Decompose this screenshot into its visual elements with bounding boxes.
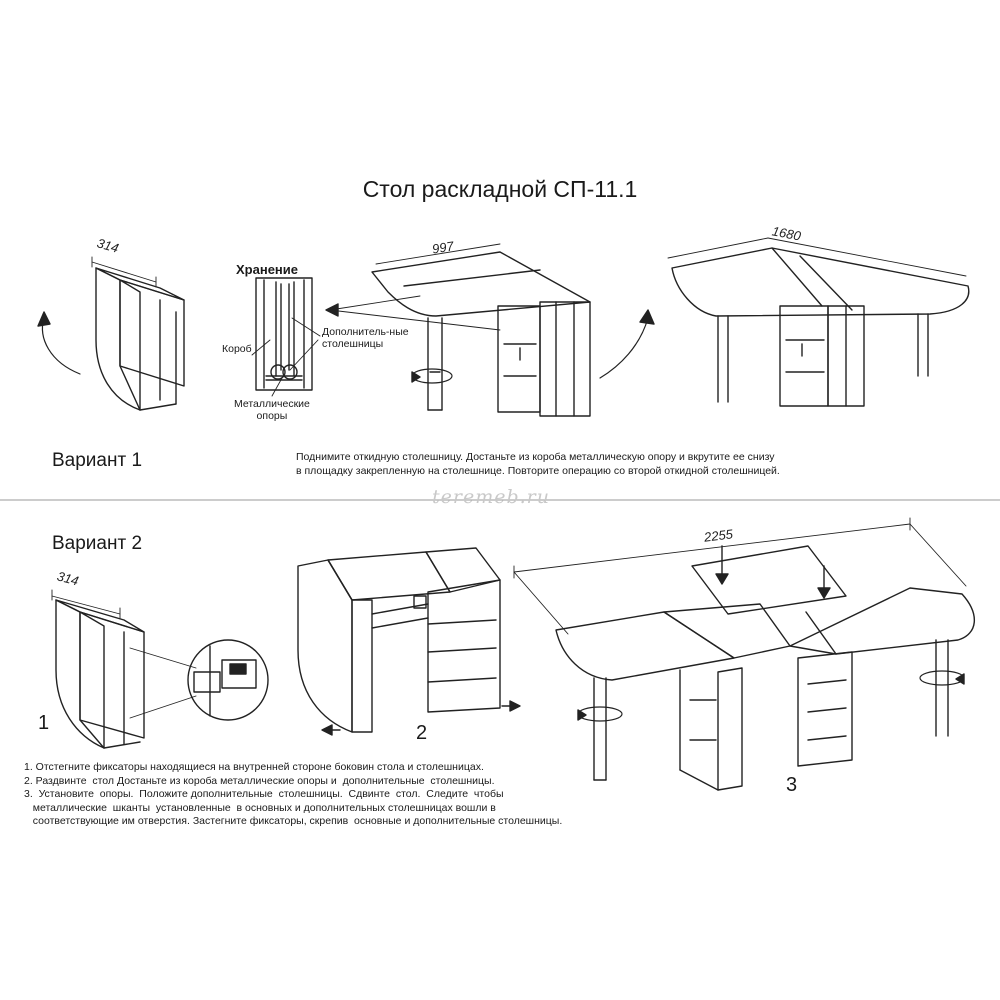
label-metal-supports [234,398,310,422]
variant2-heading: Вариант 2 [52,533,143,554]
label-box: Короб [222,343,252,355]
folded-table-drawing-v1 [38,257,184,410]
variant2-instruction-line: 2. Раздвинте стол Достаньте из короба металлические опоры и дополнительные столешницы. [24,774,495,787]
dimension-folded-depth-v2: 314 [55,568,81,589]
step-number-2: 2 [416,722,428,744]
storage-detail-drawing [252,278,320,396]
extending-table-drawing [298,548,520,735]
full-open-table-drawing-v1 [668,238,969,406]
dimension-folded-depth-v1: 314 [95,235,121,256]
dimension-full-length-v2: 2255 [703,526,734,545]
variant1-instruction-line: Поднимите откидную столешницу. Достаньте из короба металлическую опору и вкрутите ее снизу [296,451,775,463]
dimension-half-length: 997 [430,238,455,257]
label-extra-tops-line2: столешницы [322,338,384,350]
variant2-instruction-line: 1. Отстегните фиксаторы находящиеся на внутренней стороне боковин стола и столешницах. [24,761,484,773]
variant1-heading: Вариант 1 [52,450,143,471]
variant1-instruction-line: в площадку закрепленную на столешнице. Повторите операцию со второй откидной столешницей. [296,464,780,477]
step-number-3: 3 [786,774,798,796]
variant2-instruction-line: 3. Установите опоры. Положите дополнительные столешницы. Сдвинте стол. Следите чтобы [24,788,504,800]
label-extra-tops-line1: Дополнитель-ные [322,326,409,338]
folded-table-drawing-v2 [52,590,268,748]
variant2-instruction-line: металлические шканты установленные в основных и дополнительных столешницах вошли в [24,801,496,814]
label-extra-tops [322,326,409,350]
dimension-full-length-v1: 1680 [770,223,803,244]
label-metal-supports-line2: опоры [256,410,288,422]
extended-table-drawing [514,518,974,790]
storage-heading: Хранение [236,262,298,277]
label-metal-supports-line1: Металлические [234,398,310,410]
watermark: teremeb.ru [432,486,550,508]
variant1-instructions [296,451,780,478]
page-title: Стол раскладной СП-11.1 [362,176,638,202]
variant2-instruction-line: соответствующие им отверстия. Застегните фиксаторы, скрепив основные и дополнительные столешницы. [24,815,563,827]
step-number-1: 1 [38,712,50,734]
variant2-instructions [24,761,562,829]
